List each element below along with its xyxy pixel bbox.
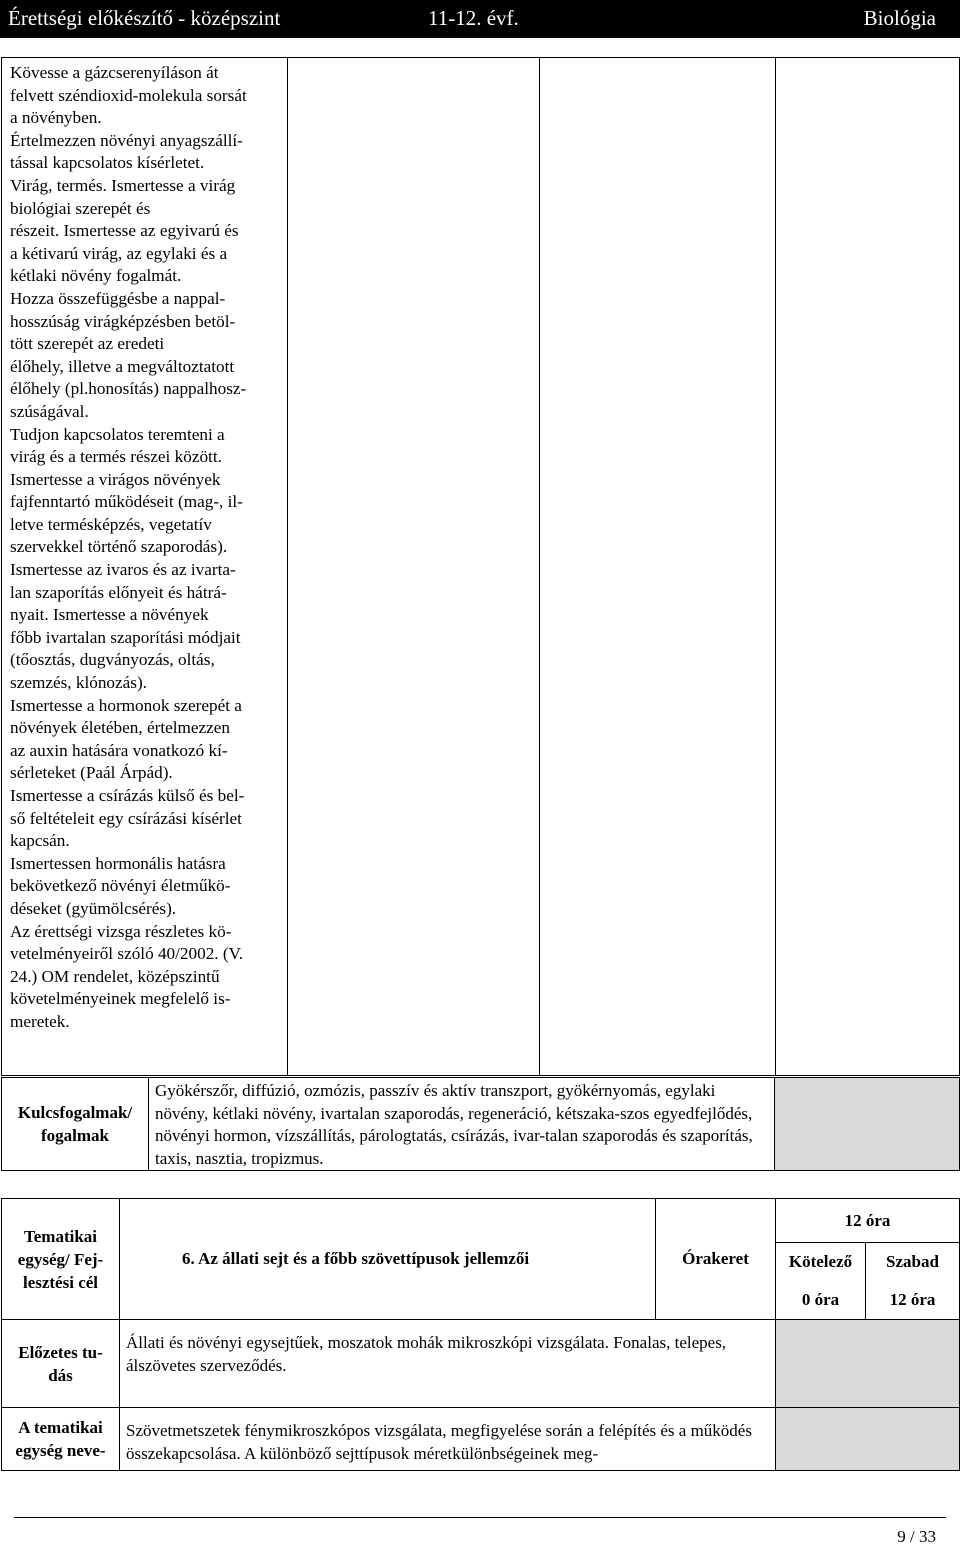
empty-cell xyxy=(776,58,960,1076)
requirement-line: lan szaporítás előnyeit és hátrá- xyxy=(10,582,227,602)
requirement-line: letve termésképzés, vegetatív xyxy=(10,514,212,534)
requirement-line: Az érettségi vizsga részletes kö- xyxy=(10,921,232,941)
requirements-text xyxy=(2,58,287,1034)
mandatory-hours: 0 óra xyxy=(801,1290,840,1309)
requirement-line: virág és a termés részei között. xyxy=(10,447,222,467)
shaded-cell xyxy=(776,1320,960,1408)
concepts-table xyxy=(1,1077,960,1171)
requirement-line: déseket (gyümölcsérés). xyxy=(10,898,177,918)
requirement-line: növények életében, értelmezzen xyxy=(10,718,230,738)
requirement-line: élőhely, illetve a megváltoztatott xyxy=(10,356,235,376)
requirement-line: fajfenntartó működéseit (mag-, il- xyxy=(10,492,243,512)
requirement-line: Virág, termés. Ismertesse a virág xyxy=(10,175,236,195)
requirement-line: Ismertesse a hormonok szerepét a xyxy=(10,695,242,715)
requirement-line: hosszúság virágképzésben betöl- xyxy=(10,311,236,331)
mandatory-hours-cell xyxy=(776,1243,866,1320)
requirement-line: az auxin hatására vonatkozó kí- xyxy=(10,740,228,760)
requirement-line: tött szerepét az eredeti xyxy=(10,334,165,354)
requirements-text-cell xyxy=(2,58,288,1076)
requirement-line: tással kapcsolatos kísérletet. xyxy=(10,153,205,173)
requirement-line: főbb ivartalan szaporítási módjait xyxy=(10,627,241,647)
requirement-line: sérleteket (Paál Árpád). xyxy=(10,763,173,783)
concepts-label: Kulcsfogalmak/ fogalmak xyxy=(2,1078,149,1171)
mandatory-label: Kötelező xyxy=(788,1252,853,1271)
requirement-line: Értelmezzen növényi anyagszállí- xyxy=(10,130,243,150)
header-title: Érettségi előkészítő - középszint xyxy=(8,6,281,30)
prior-knowledge-label: Előzetes tu-dás xyxy=(2,1320,120,1408)
requirement-line: (tőosztás, dugványozás, oltás, xyxy=(10,650,215,670)
requirement-line: élőhely (pl.honosítás) nappalhosz- xyxy=(10,379,247,399)
empty-cell xyxy=(540,58,776,1076)
requirement-line: bekövetkező növényi életműkö- xyxy=(10,876,231,896)
page-number: 9 / 33 xyxy=(897,1527,936,1546)
requirement-line: vetelményeiről szóló 40/2002. (V. xyxy=(10,944,244,964)
shaded-cell xyxy=(776,1408,960,1471)
prior-knowledge-text: Állati és növényi egysejtűek, moszatok mohák mikroszkópi vizsgálata. Fonalas, telepes, álszövetes szerveződés. xyxy=(120,1320,776,1408)
goal-text: Szövetmetszetek fénymikroszkópos vizsgálata, megfigyelése során a felépítés és a működés összekapcsolása. A különböző sejttípusok méretkülönbségeinek meg- xyxy=(120,1408,776,1471)
requirement-line: Ismertesse a csírázás külső és bel- xyxy=(10,786,245,805)
requirement-line: Ismertesse a virágos növények xyxy=(10,469,221,489)
goal-label: A tematikai egység neve- xyxy=(2,1408,120,1471)
unit-title: 6. Az állati sejt és a főbb szövettípusok jellemzői xyxy=(120,1199,656,1320)
page-header xyxy=(0,0,960,38)
footer-rule xyxy=(14,1517,946,1518)
requirement-line: Ismertessen hormonális hatásra xyxy=(10,853,226,873)
concepts-text: Gyökérszőr, diffúzió, ozmózis, passzív és aktív transzport, gyökérnyomás, egylaki növény, kétlaki növény, ivartalan szaporodás, regeneráció, kétszaka-szos egyedfejlődés, növényi hormon, vízszállítás, párologtatás, csírázás, ivar-talan szaporodás és szaporítás, taxis, nasztia, tropizmus. xyxy=(149,1078,775,1171)
unit-label: Tematikai egység/ Fej-lesztési cél xyxy=(2,1199,120,1320)
requirement-line: részeit. Ismertesse az egyivarú és xyxy=(10,221,239,241)
free-label: Szabad xyxy=(886,1252,939,1271)
empty-cell xyxy=(288,58,540,1076)
header-grade: 11-12. évf. xyxy=(428,6,519,30)
requirement-line: ső feltételeit egy csírázási kísérlet xyxy=(10,808,242,828)
requirement-line: szervekkel történő szaporodás). xyxy=(10,537,228,557)
requirement-line: szúságával. xyxy=(10,401,89,421)
requirement-line: kapcsán. xyxy=(10,831,70,851)
free-hours: 12 óra xyxy=(889,1290,936,1309)
requirement-line: nyait. Ismertesse a növények xyxy=(10,605,209,625)
requirement-line: 24.) OM rendelet, középszintű xyxy=(10,966,220,986)
requirement-line: biológiai szerepét és xyxy=(10,198,151,218)
requirements-table xyxy=(1,57,960,1076)
requirement-line: követelményeinek megfelelő is- xyxy=(10,989,231,1009)
requirement-line: felvett széndioxid-molekula sorsát xyxy=(10,85,247,105)
header-subject: Biológia xyxy=(863,6,936,30)
requirement-line: a növényben. xyxy=(10,108,102,128)
requirement-line: kétlaki növény fogalmát. xyxy=(10,266,182,286)
requirement-line: a kétivarú virág, az egylaki és a xyxy=(10,243,228,263)
hours-label: Órakeret xyxy=(656,1199,776,1320)
unit-table xyxy=(1,1198,960,1471)
requirement-line: meretek. xyxy=(10,1011,70,1031)
requirement-line: Tudjon kapcsolatos teremteni a xyxy=(10,424,225,444)
requirement-line: Ismertesse az ivaros és az ivarta- xyxy=(10,560,236,580)
requirement-line: szemzés, klónozás). xyxy=(10,673,147,693)
total-hours: 12 óra xyxy=(776,1199,960,1243)
free-hours-cell xyxy=(866,1243,960,1320)
shaded-cell xyxy=(775,1078,960,1171)
requirement-line: Kövesse a gázcserenyíláson át xyxy=(10,63,219,82)
requirement-line: Hozza összefüggésbe a nappal- xyxy=(10,288,226,308)
